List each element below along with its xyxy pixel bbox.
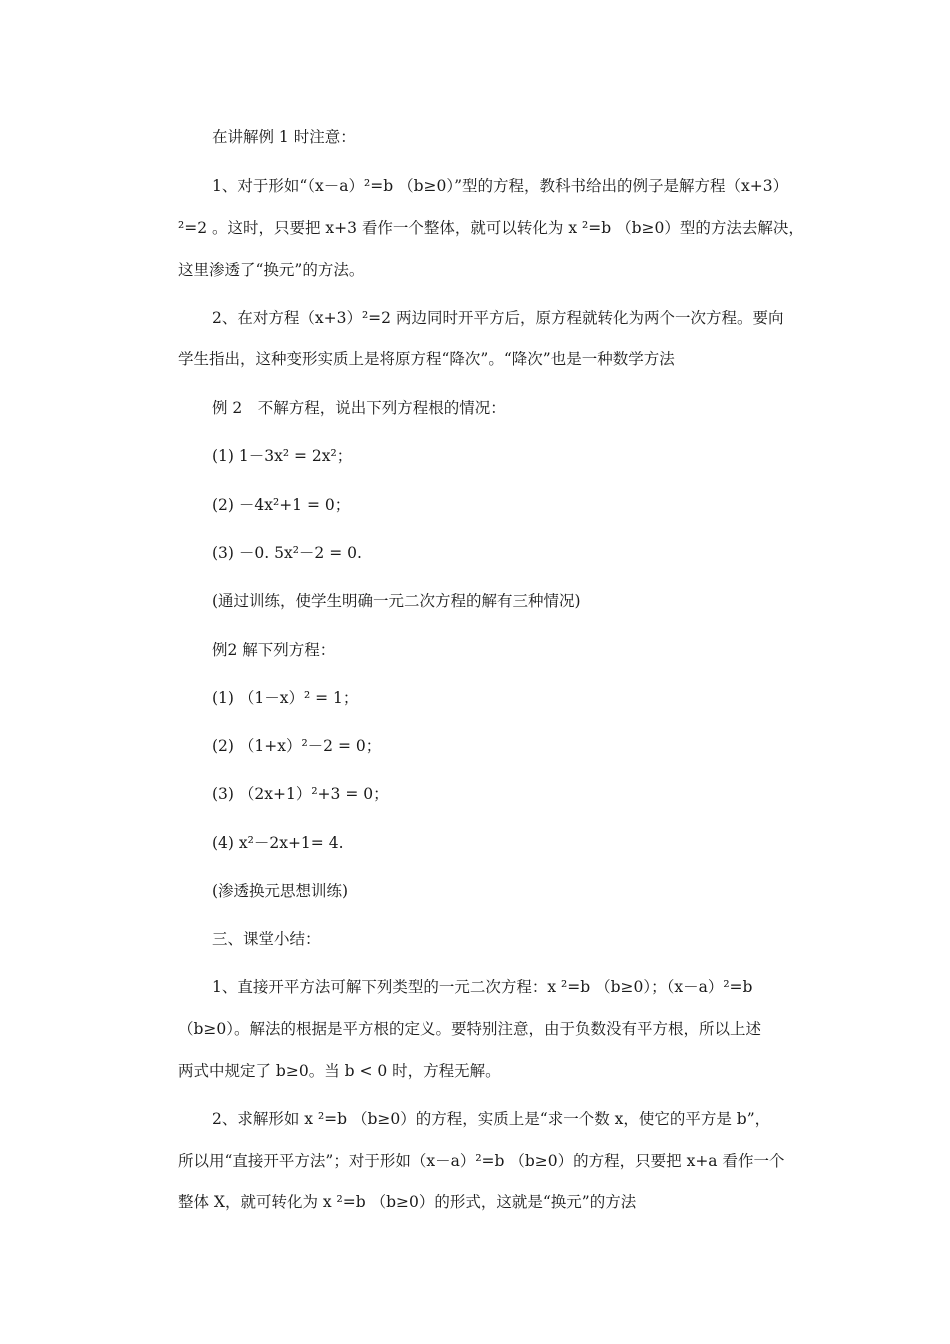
example2b-note: (渗透换元思想训练) (212, 882, 349, 900)
example2b-item-3: (3) （2x+1）²+3 = 0； (212, 785, 389, 803)
summary-p1-line1: 1、直接开平方法可解下列类型的一元二次方程：x ²=b （b≥0）；（x－a）²=b (212, 978, 753, 996)
intro-line: 在讲解例 1 时注意： (212, 128, 356, 146)
note2-line1: 2、在对方程（x+3）²=2 两边同时开平方后，原方程就转化为两个一次方程。要向 (212, 309, 784, 327)
example2b-item-1: (1) （1－x）² = 1； (212, 689, 359, 707)
note1-line2: ²=2 。这时，只要把 x+3 看作一个整体，就可以转化为 x ²=b （b≥0）型的方法去解决， (178, 219, 804, 237)
example2a-item-1: (1) 1－3x² = 2x²； (212, 447, 353, 465)
example2a-item-2: (2) －4x²+1 = 0； (212, 496, 351, 514)
summary-p1-line2: （b≥0）。解法的根据是平方根的定义。要特别注意，由于负数没有平方根，所以上述 (178, 1020, 762, 1038)
example2a-item-3: (3) －0. 5x²－2 = 0. (212, 544, 362, 562)
summary-p2-line2: 所以用“直接开平方法”；对于形如（x－a）²=b （b≥0）的方程，只要把 x+a 看作一个 (178, 1152, 785, 1170)
summary-p2-line1: 2、求解形如 x ²=b （b≥0）的方程，实质上是“求一个数 x，使它的平方是 b”， (212, 1110, 771, 1128)
note2-line2: 学生指出，这种变形实质上是将原方程“降次”。“降次”也是一种数学方法 (178, 350, 675, 368)
summary-heading: 三、课堂小结： (212, 930, 321, 948)
example2a-note: (通过训练，使学生明确一元二次方程的解有三种情况) (212, 592, 581, 610)
example2b-item-2: (2) （1+x）²－2 = 0； (212, 737, 382, 755)
note1-line1: 1、对于形如“（x－a）²=b （b≥0）”型的方程，教科书给出的例子是解方程（x+3） (212, 177, 789, 195)
summary-p1-line3: 两式中规定了 b≥0。当 b < 0 时，方程无解。 (178, 1062, 501, 1080)
example2b-title: 例2 解下列方程： (212, 641, 336, 659)
summary-p2-line3: 整体 X，就可转化为 x ²=b （b≥0）的形式，这就是“换元”的方法 (178, 1193, 637, 1211)
note1-line3: 这里渗透了“换元”的方法。 (178, 261, 365, 279)
example2b-item-4: (4) x²－2x+1= 4. (212, 834, 344, 852)
example2a-title: 例 2 不解方程，说出下列方程根的情况： (212, 399, 506, 417)
